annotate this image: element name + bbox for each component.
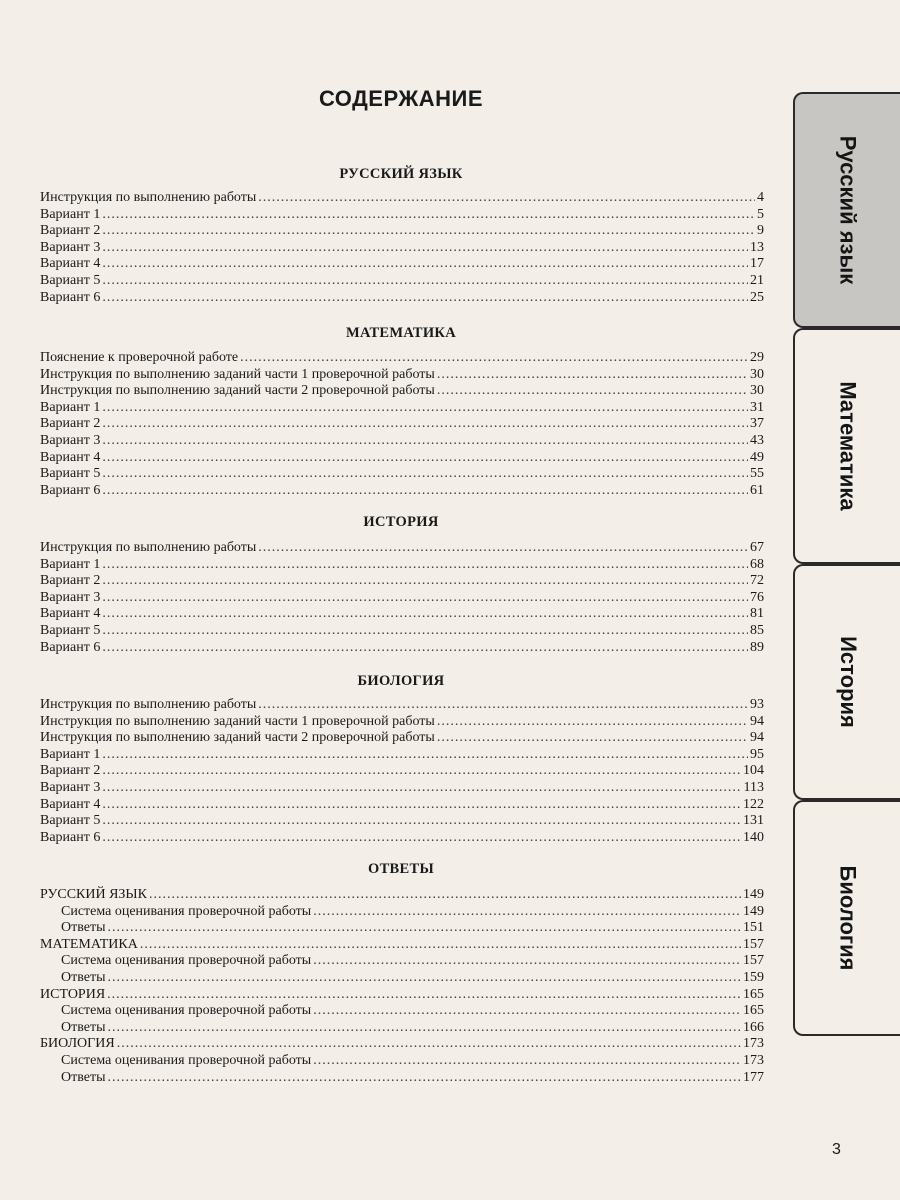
toc-page: 95 [750,746,764,762]
leader-dots [108,920,742,937]
toc-row[interactable] [40,450,764,467]
leader-dots [102,400,748,417]
toc-row[interactable] [40,557,764,574]
toc-row[interactable] [40,223,764,240]
tab-biology[interactable] [793,800,900,1036]
leader-dots [102,640,748,657]
leader-dots [437,367,748,384]
leader-dots [102,450,748,467]
toc-row[interactable] [40,714,764,731]
toc-row[interactable] [40,573,764,590]
toc-row[interactable] [40,590,764,607]
tab-label: История [835,636,861,728]
toc-page: 104 [743,763,764,779]
toc-page: 94 [750,730,764,746]
toc-row[interactable] [40,483,764,500]
toc-label: МАТЕМАТИКА [40,936,138,952]
toc-label: Инструкция по выполнению заданий части 1 проверочной работы [40,713,435,729]
toc-label: Вариант 4 [40,449,101,465]
toc-label: Ответы [61,920,106,936]
toc-page: 30 [750,383,764,399]
toc-page: 173 [743,1036,764,1052]
toc-row[interactable] [40,256,764,273]
leader-dots [102,623,748,640]
tab-label: Математика [835,381,861,511]
toc-page: 5 [757,206,764,222]
toc-page: 122 [743,796,764,812]
leader-dots [313,1003,741,1020]
leader-dots [102,273,748,290]
toc-label: Вариант 1 [40,556,101,572]
leader-dots [102,207,755,224]
toc-label: Вариант 6 [40,289,101,305]
toc-page: 85 [750,622,764,638]
toc-label: Вариант 4 [40,796,101,812]
toc-label: Инструкция по выполнению заданий части 2 проверочной работы [40,383,435,399]
toc-row[interactable] [40,207,764,224]
page-number: 3 [832,1141,841,1158]
toc-row[interactable] [40,540,764,557]
toc-page: 43 [750,432,764,448]
toc-page: 67 [750,540,764,555]
toc-row[interactable] [40,400,764,417]
toc-page: 49 [750,449,764,465]
toc-page: 68 [750,556,764,572]
toc-label: Вариант 5 [40,813,101,829]
toc-page: 113 [743,779,764,795]
toc-page: 140 [743,829,764,845]
toc-row[interactable] [40,797,764,814]
toc-row[interactable] [40,350,764,367]
toc-page: 177 [743,1069,764,1085]
toc-label: Вариант 2 [40,416,101,432]
toc-row[interactable] [40,830,764,847]
leader-dots [102,466,748,483]
leader-dots [102,557,748,574]
toc-label: Вариант 1 [40,399,101,415]
leader-dots [108,970,742,987]
toc-page: 21 [750,272,764,288]
toc-page: 13 [750,239,764,255]
toc-label: Вариант 5 [40,622,101,638]
toc-row[interactable] [40,1003,764,1020]
leader-dots [149,887,741,904]
toc-page: 76 [750,589,764,605]
toc-label: Инструкция по выполнению работы [40,190,257,205]
toc-label: Вариант 3 [40,239,101,255]
toc-page: 37 [750,416,764,432]
toc-row[interactable] [40,953,764,970]
toc-row[interactable] [40,987,764,1004]
leader-dots [108,1070,742,1087]
leader-dots [437,383,748,400]
toc-page: 25 [750,289,764,305]
toc-page: 131 [743,813,764,829]
toc-page: 55 [750,466,764,482]
leader-dots [240,350,748,367]
toc-row[interactable] [40,697,764,714]
tab-label: Биология [835,865,861,971]
section-heading-math: МАТЕМАТИКА [345,325,457,341]
leader-dots [102,483,748,500]
toc-label: Вариант 6 [40,482,101,498]
tab-history[interactable] [793,564,900,800]
toc-row[interactable] [40,1053,764,1070]
toc-label: Вариант 2 [40,573,101,589]
toc-page: 29 [750,350,764,365]
toc-page: 165 [743,986,764,1002]
leader-dots [313,904,741,921]
leader-dots [258,540,748,557]
toc-row[interactable] [40,763,764,780]
leader-dots [102,433,748,450]
leader-dots [102,747,748,764]
toc-row[interactable] [40,466,764,483]
leader-dots [258,190,755,207]
toc-page: 149 [743,887,764,902]
toc-row[interactable] [40,813,764,830]
toc-row[interactable] [40,273,764,290]
toc-biology [40,697,764,846]
section-heading-russian: РУССКИЙ ЯЗЫК [339,166,463,182]
toc-label: Вариант 3 [40,589,101,605]
toc-label: Вариант 2 [40,223,101,239]
toc-label: Ответы [61,1069,106,1085]
leader-dots [313,1053,741,1070]
leader-dots [102,780,741,797]
toc-row[interactable] [40,920,764,937]
toc-label: Пояснение к проверочной работе [40,350,239,365]
leader-dots [108,1020,742,1037]
toc-row[interactable] [40,240,764,257]
leader-dots [107,987,741,1004]
toc-history [40,540,764,656]
toc-row[interactable] [40,416,764,433]
leader-dots [258,697,748,714]
section-heading-answers: ОТВЕТЫ [367,861,434,877]
toc-label: Инструкция по выполнению заданий части 1 проверочной работы [40,366,435,382]
toc-row[interactable] [40,1036,764,1053]
leader-dots [102,590,748,607]
tab-label: Русский язык [835,135,861,285]
toc-page: 81 [750,606,764,622]
toc-row[interactable] [40,1070,764,1087]
leader-dots [102,573,748,590]
toc-label: Вариант 5 [40,466,101,482]
section-heading-history: ИСТОРИЯ [363,514,439,530]
leader-dots [102,256,748,273]
toc-page: 9 [757,223,764,239]
toc-page: 4 [757,190,764,205]
toc-row[interactable] [40,290,764,307]
toc-row[interactable] [40,433,764,450]
toc-label: Вариант 3 [40,779,101,795]
toc-row[interactable] [40,730,764,747]
leader-dots [102,290,748,307]
toc-page: 17 [750,256,764,272]
leader-dots [102,240,748,257]
toc-answers [40,887,764,1086]
toc-row[interactable] [40,367,764,384]
toc-label: Вариант 1 [40,746,101,762]
toc-row[interactable] [40,970,764,987]
toc-label: Система оценивания проверочной работы [61,1003,312,1019]
toc-label: Вариант 5 [40,272,101,288]
toc-label: Вариант 4 [40,606,101,622]
toc-label: Система оценивания проверочной работы [61,953,312,969]
leader-dots [140,937,741,954]
leader-dots [102,813,741,830]
toc-label: Инструкция по выполнению работы [40,540,257,555]
toc-label: Вариант 6 [40,829,101,845]
leader-dots [102,763,741,780]
toc-row[interactable] [40,780,764,797]
toc-label: Система оценивания проверочной работы [61,903,312,919]
toc-row[interactable] [40,747,764,764]
toc-page: 93 [750,697,764,712]
leader-dots [102,830,741,847]
toc-page: 94 [750,713,764,729]
toc-page: 61 [750,482,764,498]
toc-label: Вариант 3 [40,432,101,448]
toc-row[interactable] [40,887,764,904]
leader-dots [117,1036,741,1053]
toc-label: Ответы [61,1019,106,1035]
toc-page: 30 [750,366,764,382]
leader-dots [437,714,748,731]
toc-label: Вариант 4 [40,256,101,272]
toc-row[interactable] [40,606,764,623]
toc-row[interactable] [40,383,764,400]
toc-row[interactable] [40,190,764,207]
toc-label: РУССКИЙ ЯЗЫК [40,887,147,902]
page-title: СОДЕРЖАНИЕ [318,86,484,111]
tab-russian[interactable] [793,92,900,328]
toc-row[interactable] [40,640,764,657]
toc-label: Вариант 1 [40,206,101,222]
toc-math [40,350,764,499]
toc-page: 89 [750,639,764,655]
leader-dots [102,416,748,433]
toc-row[interactable] [40,1020,764,1037]
toc-row[interactable] [40,904,764,921]
toc-page: 151 [743,920,764,936]
toc-label: Вариант 2 [40,763,101,779]
toc-label: Инструкция по выполнению заданий части 2 проверочной работы [40,730,435,746]
toc-label: Ответы [61,969,106,985]
toc-page: 157 [743,936,764,952]
toc-page: 31 [750,399,764,415]
section-heading-biology: БИОЛОГИЯ [357,673,445,689]
toc-page: 149 [743,903,764,919]
toc-page: 165 [743,1003,764,1019]
toc-row[interactable] [40,623,764,640]
toc-label: Инструкция по выполнению работы [40,697,257,712]
toc-label: Вариант 6 [40,639,101,655]
toc-page: 166 [743,1019,764,1035]
toc-label: ИСТОРИЯ [40,986,106,1002]
leader-dots [102,606,748,623]
leader-dots [437,730,748,747]
tab-math[interactable] [793,328,900,564]
toc-page: 157 [743,953,764,969]
toc-label: БИОЛОГИЯ [40,1036,115,1052]
toc-page: 72 [750,573,764,589]
toc-row[interactable] [40,937,764,954]
leader-dots [102,223,755,240]
toc-russian [40,190,764,306]
toc-page: 159 [743,969,764,985]
toc-page: 173 [743,1052,764,1068]
subject-tabs [793,92,900,1038]
leader-dots [102,797,741,814]
toc-label: Система оценивания проверочной работы [61,1052,312,1068]
leader-dots [313,953,741,970]
